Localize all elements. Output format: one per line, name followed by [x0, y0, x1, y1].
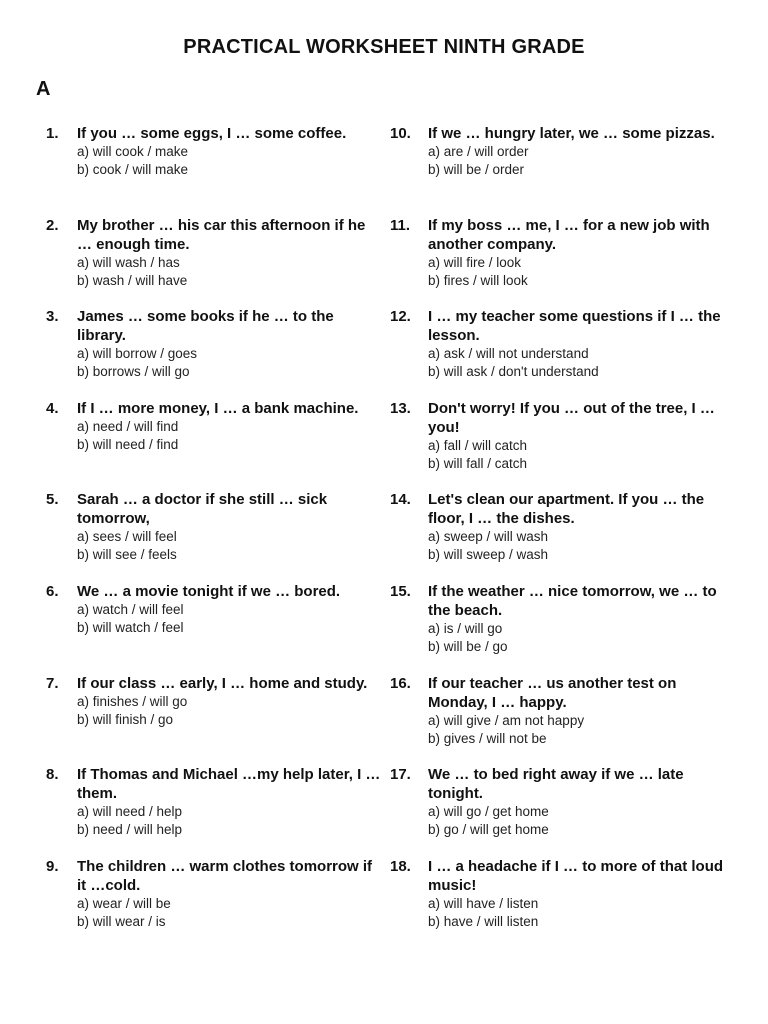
question-item — [46, 674, 381, 766]
option-a: a) need / will find — [77, 418, 179, 434]
option-a: a) is / will go — [428, 620, 503, 636]
question-stem: If our teacher … us another test on Monday, I … happy. — [428, 674, 677, 711]
option-a: a) will borrow / goes — [77, 346, 198, 362]
question-stem: I … a headache if I … to more of that loud music! — [428, 857, 724, 894]
option-b: b) borrows / will go — [77, 364, 190, 380]
option-b: b) wash / will have — [77, 272, 188, 288]
question-stem: If we … hungry later, we … some pizzas. — [428, 125, 715, 142]
question-number: 13. — [390, 399, 411, 417]
option-b: b) will wear / is — [77, 913, 166, 929]
question-item — [390, 765, 730, 857]
option-b: b) will sweep / wash — [428, 547, 549, 563]
question-item — [46, 582, 381, 674]
section-label: A — [36, 78, 51, 100]
question-number: 11. — [390, 216, 411, 234]
question-number: 14. — [390, 491, 411, 509]
question-stem: If my boss … me, I … for a new job with another company. — [428, 216, 710, 253]
question-item — [46, 216, 381, 308]
question-number: 12. — [390, 308, 411, 326]
question-stem: Don't worry! If you … out of the tree, I … you! — [428, 399, 715, 436]
question-number: 10. — [390, 125, 411, 142]
option-a: a) sweep / will wash — [428, 529, 549, 545]
question-stem: My brother … his car this afternoon if he … enough time. — [77, 216, 366, 253]
question-item — [46, 857, 381, 949]
option-b: b) have / will listen — [428, 913, 539, 929]
question-number: 2. — [46, 216, 59, 234]
option-a: a) wear / will be — [77, 895, 171, 911]
question-number: 1. — [46, 125, 59, 142]
question-stem: If I … more money, I … a bank machine. — [77, 399, 359, 417]
question-number: 5. — [46, 491, 59, 509]
option-b: b) fires / will look — [428, 272, 528, 288]
option-a: a) will need / help — [77, 804, 183, 820]
question-item — [390, 490, 730, 582]
question-stem: If our class … early, I … home and study. — [77, 674, 368, 692]
option-b: b) need / will help — [77, 822, 183, 838]
question-number: 4. — [46, 399, 59, 417]
question-stem: If the weather … nice tomorrow, we … to the beach. — [428, 582, 717, 619]
option-b: b) will see / feels — [77, 547, 177, 563]
option-a: a) will give / am not happy — [428, 712, 585, 728]
question-stem: The children … warm clothes tomorrow if it …cold. — [77, 857, 373, 894]
option-a: a) watch / will feel — [77, 601, 184, 617]
question-number: 15. — [390, 582, 411, 600]
question-number: 3. — [46, 308, 59, 326]
question-stem: We … to bed right away if we … late tonight. — [428, 766, 684, 803]
option-b: b) will ask / don't understand — [428, 364, 599, 380]
option-a: a) will cook / make — [77, 144, 189, 159]
option-a: a) finishes / will go — [77, 693, 188, 709]
option-b: b) will be / go — [428, 638, 508, 654]
question-stem: I … my teacher some questions if I … the lesson. — [428, 308, 721, 345]
left-column — [46, 124, 381, 948]
option-a: a) are / will order — [428, 144, 529, 159]
question-item — [46, 490, 381, 582]
question-item — [390, 857, 730, 949]
option-a: a) will have / listen — [428, 895, 539, 911]
question-item — [390, 307, 730, 399]
question-number: 8. — [46, 766, 59, 784]
option-b: b) will be / order — [428, 162, 525, 177]
option-b: b) will need / find — [77, 436, 179, 452]
option-a: a) will wash / has — [77, 254, 180, 270]
question-number: 17. — [390, 766, 411, 784]
right-column — [390, 124, 730, 948]
question-item — [46, 399, 381, 491]
question-item — [390, 124, 730, 216]
question-number: 7. — [46, 674, 59, 692]
option-a: a) will go / get home — [428, 804, 549, 820]
question-stem: We … a movie tonight if we … bored. — [77, 582, 341, 600]
option-b: b) go / will get home — [428, 822, 549, 838]
option-b: b) will watch / feel — [77, 619, 184, 635]
option-b: b) will fall / catch — [428, 455, 528, 471]
question-stem: Sarah … a doctor if she still … sick tomorrow, — [77, 491, 328, 528]
question-stem: If you … some eggs, I … some coffee. — [77, 125, 347, 142]
option-a: a) sees / will feel — [77, 529, 177, 545]
option-b: b) cook / will make — [77, 162, 189, 177]
question-item — [46, 124, 381, 216]
question-number: 16. — [390, 674, 411, 692]
question-stem: Let's clean our apartment. If you … the floor, I … the dishes. — [428, 491, 705, 528]
question-number: 9. — [46, 857, 59, 875]
question-stem: If Thomas and Michael …my help later, I … them. — [77, 766, 381, 803]
question-item — [46, 765, 381, 857]
option-a: a) will fire / look — [428, 254, 522, 270]
question-item — [390, 582, 730, 674]
question-item — [390, 216, 730, 308]
option-b: b) will finish / go — [77, 711, 174, 727]
question-item — [390, 399, 730, 491]
question-item — [46, 307, 381, 399]
option-a: a) fall / will catch — [428, 437, 528, 453]
option-a: a) ask / will not understand — [428, 346, 589, 362]
question-stem: James … some books if he … to the library. — [77, 308, 334, 345]
question-item — [390, 674, 730, 766]
option-b: b) gives / will not be — [428, 730, 547, 746]
question-number: 6. — [46, 582, 59, 600]
page-title: PRACTICAL WORKSHEET NINTH GRADE — [183, 36, 585, 58]
question-number: 18. — [390, 857, 411, 875]
